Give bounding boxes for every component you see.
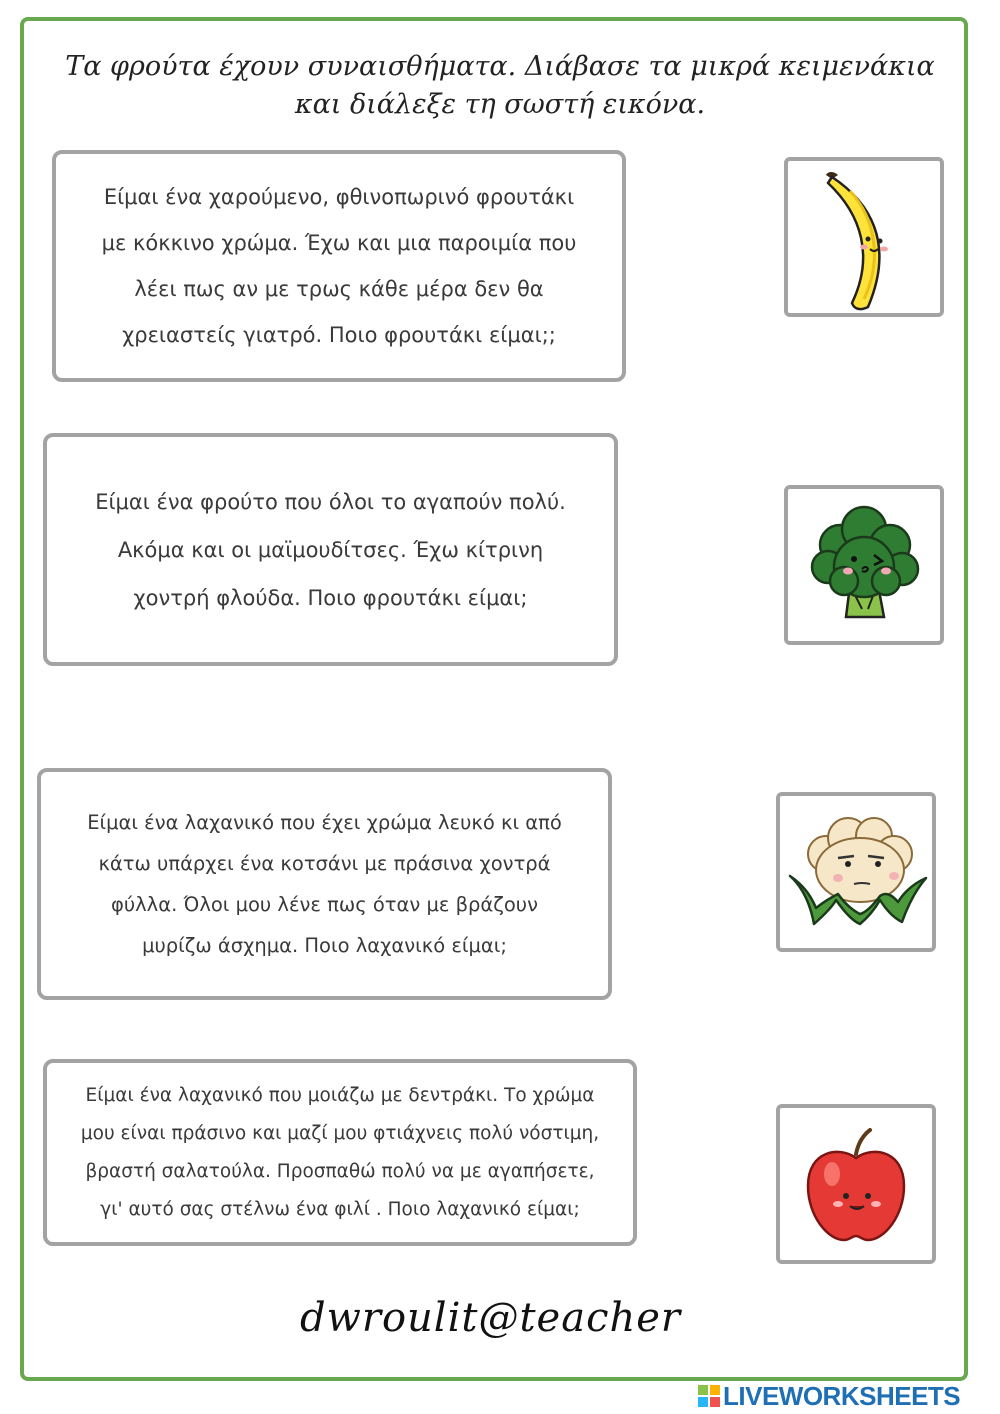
riddle-1-line-2: με κόκκινο χρώμα. Έχω και μια παροιμία που xyxy=(101,231,577,255)
apple-icon xyxy=(780,1108,932,1260)
riddle-3-line-2: κάτω υπάρχει ένα κοτσάνι με πράσινα χοντρά xyxy=(98,852,551,875)
riddle-4-line-3: βραστή σαλατούλα. Προσπαθώ πολύ να με αγαπήσετε, xyxy=(85,1160,595,1182)
riddle-2-line-1: Είμαι ένα φρούτο που όλοι το αγαπούν πολύ. xyxy=(95,489,566,514)
picture-choice-banana[interactable] xyxy=(784,157,944,317)
riddle-3-line-3: φύλλα. Όλοι μου λένε πως όταν με βράζουν xyxy=(111,893,538,916)
broccoli-icon xyxy=(788,489,940,641)
instructions-line-2: και διάλεξε τη σωστή εικόνα. xyxy=(294,89,706,120)
riddle-1-line-3: λέει πως αν με τρως κάθε μέρα δεν θα xyxy=(134,277,544,301)
riddle-4-line-2: μου είναι πράσινο και μαζί μου φτιάχνεις πολύ νόστιμη, xyxy=(80,1122,600,1144)
riddle-box-3[interactable] xyxy=(37,768,612,1000)
riddle-3-line-4: μυρίζω άσχημα. Ποιο λαχανικό είμαι; xyxy=(142,934,507,957)
riddle-1-line-1: Είμαι ένα χαρούμενο, φθινοπωρινό φρουτάκι xyxy=(103,185,575,209)
riddle-box-4[interactable] xyxy=(43,1059,637,1246)
riddle-2-line-3: χοντρή φλούδα. Ποιο φρουτάκι είμαι; xyxy=(133,585,528,610)
author-signature: dwroulit@teacher xyxy=(300,1295,682,1341)
picture-choice-apple[interactable] xyxy=(776,1104,936,1264)
riddle-4-line-4: γι' αυτό σας στέλνω ένα φιλί . Ποιο λαχανικό είμαι; xyxy=(100,1198,580,1220)
liveworksheets-logo-icon xyxy=(697,1384,721,1408)
picture-choice-cauliflower[interactable] xyxy=(776,792,936,952)
riddle-box-1[interactable] xyxy=(52,150,626,382)
instructions-line-1: Τα φρούτα έχουν συναισθήματα. Διάβασε τα μικρά κειμενάκια xyxy=(65,51,935,82)
brand-name: LIVEWORKSHEETS xyxy=(723,1380,961,1411)
riddle-4-line-1: Είμαι ένα λαχανικό που μοιάζω με δεντράκι. Το χρώμα xyxy=(85,1084,595,1106)
riddle-box-2[interactable] xyxy=(43,433,618,666)
banana-icon xyxy=(788,161,940,313)
riddle-3-line-1: Είμαι ένα λαχανικό που έχει χρώμα λευκό κι από xyxy=(87,811,562,834)
riddle-1-line-4: χρειαστείς γιατρό. Ποιο φρουτάκι είμαι;; xyxy=(122,323,556,347)
riddle-2-line-2: Ακόμα και οι μαϊμουδίτσες. Έχω κίτρινη xyxy=(117,537,544,562)
brand-footer[interactable] xyxy=(697,1382,960,1410)
picture-choice-broccoli[interactable] xyxy=(784,485,944,645)
cauliflower-icon xyxy=(780,796,932,948)
worksheet-instructions xyxy=(40,48,960,124)
